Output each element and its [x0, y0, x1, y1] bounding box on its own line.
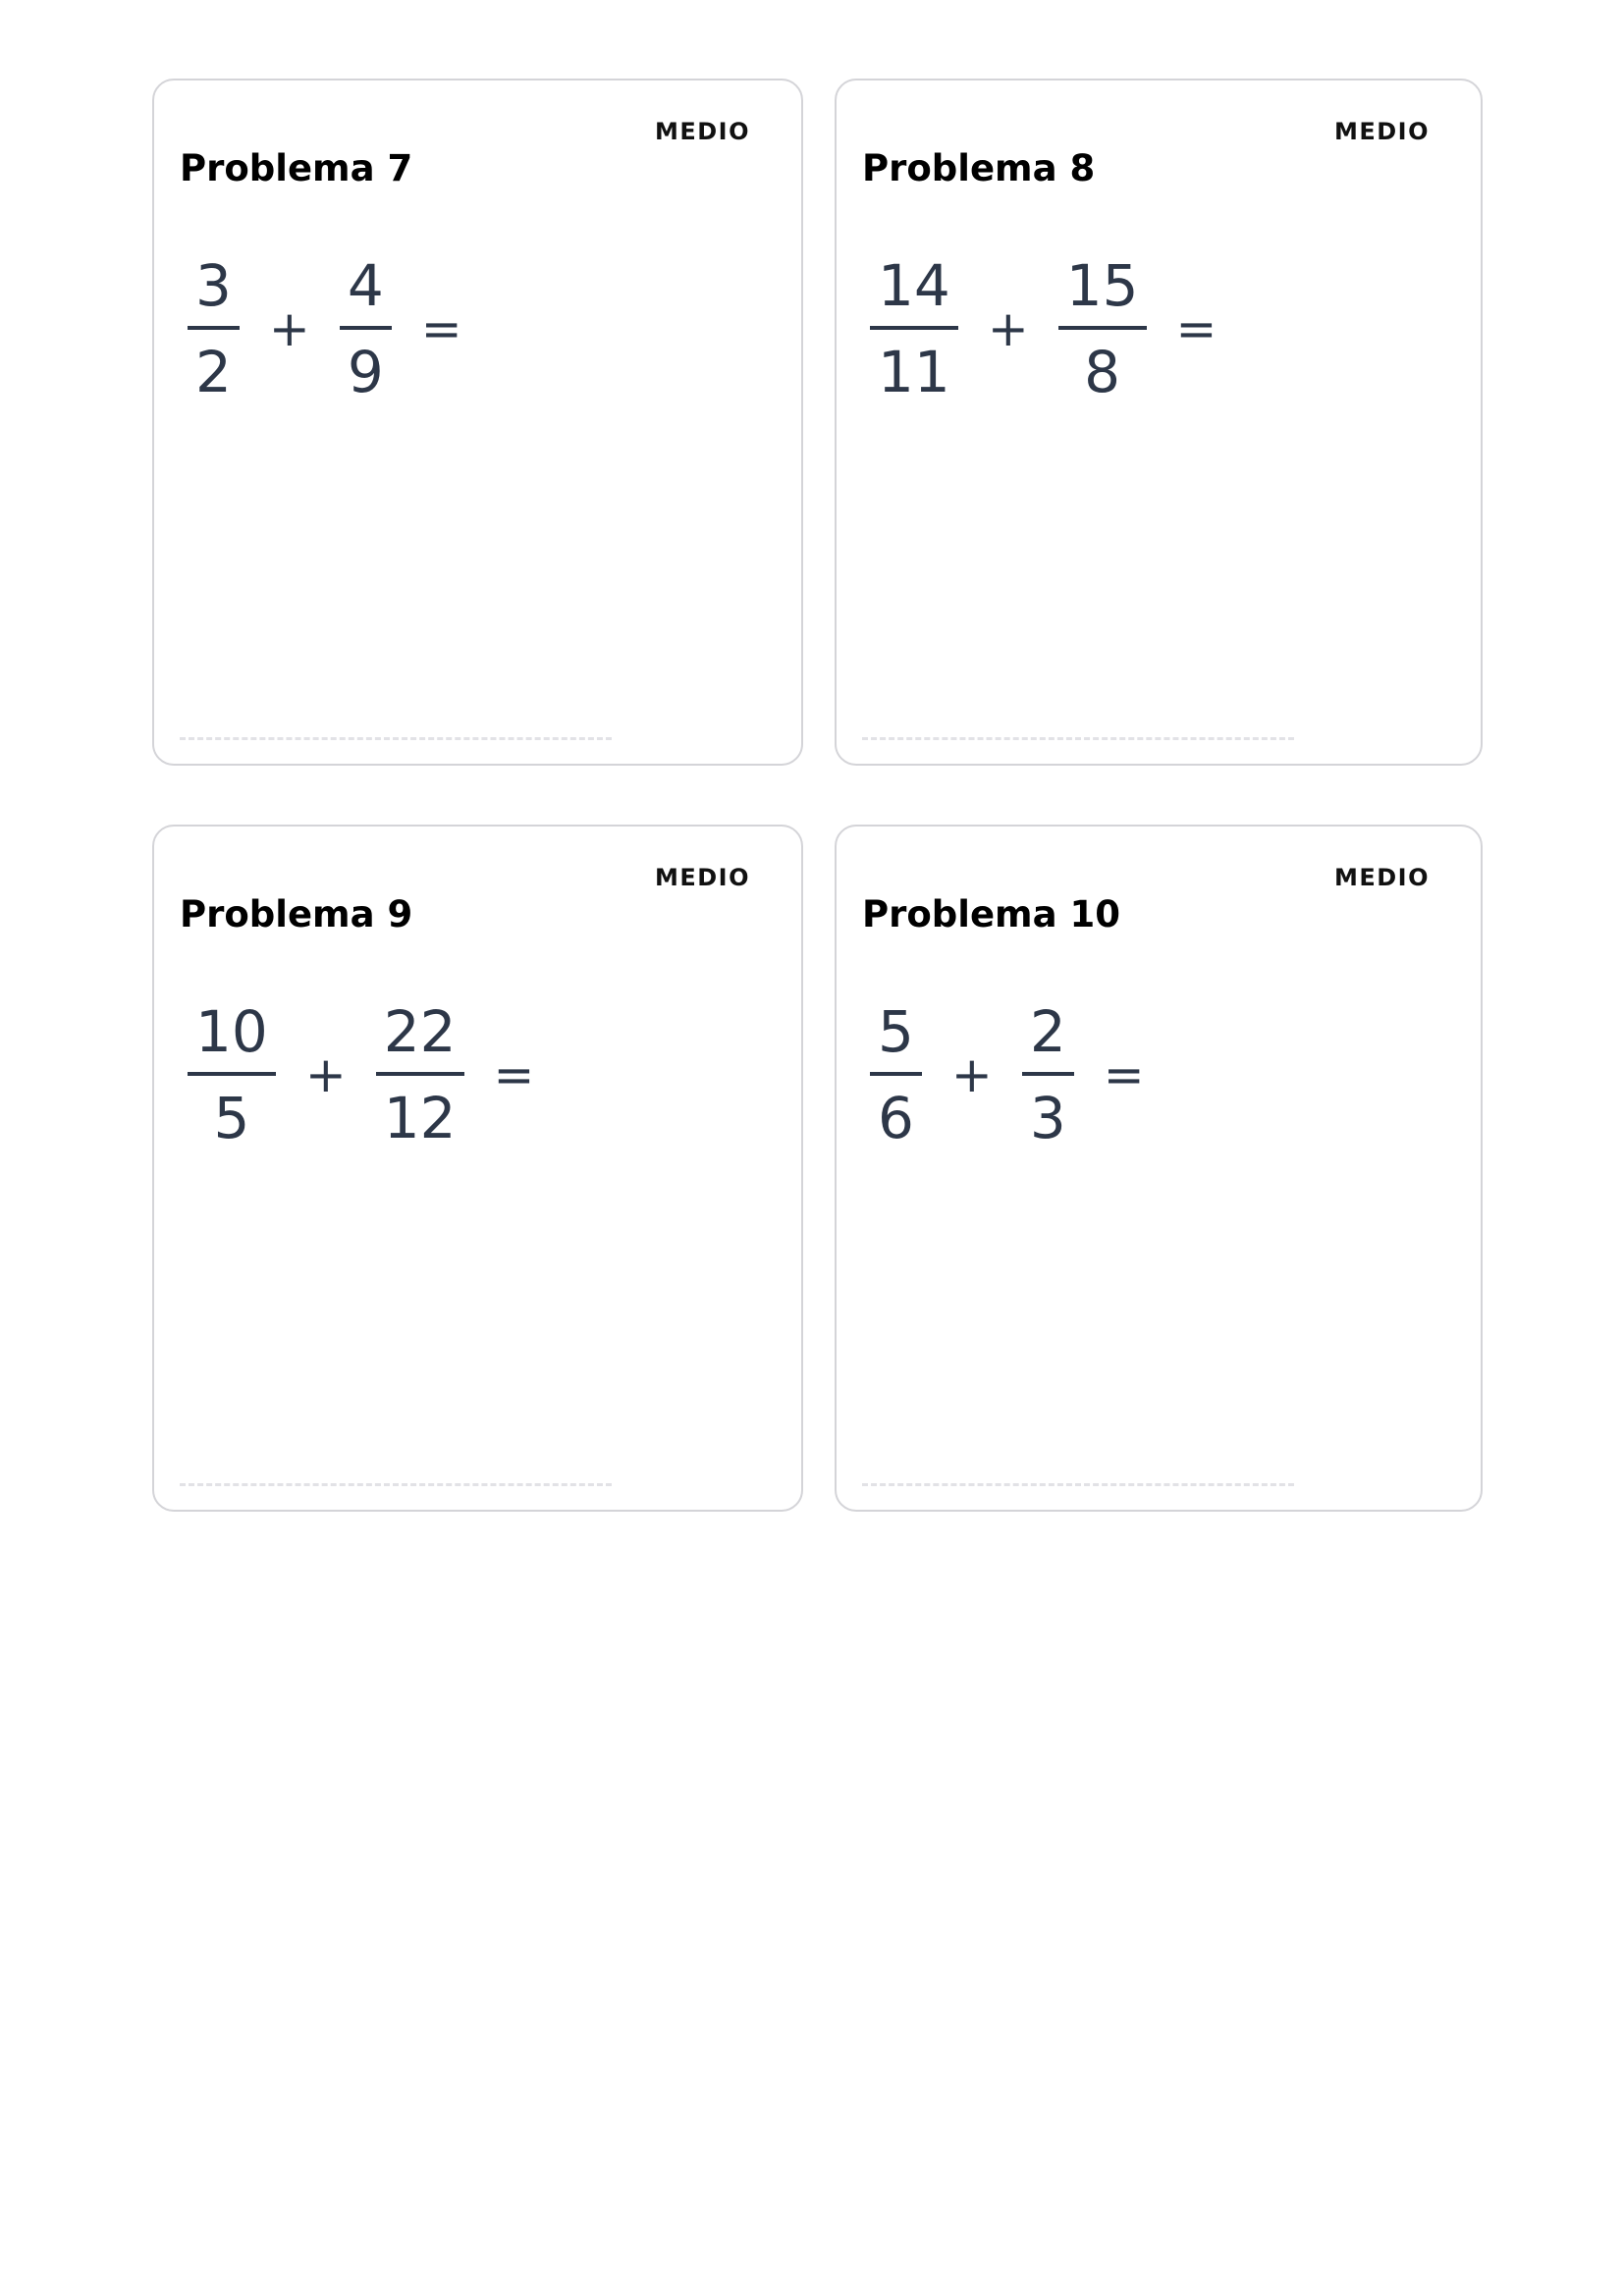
- fraction-expression: [870, 252, 1246, 405]
- denominator: 9: [347, 339, 384, 405]
- fraction-bar: [376, 1072, 464, 1076]
- problem-card: [835, 825, 1483, 1512]
- fraction-bar: [870, 326, 958, 330]
- problem-grid: [152, 79, 1483, 1512]
- fraction-b: [1058, 252, 1147, 405]
- denominator: 2: [195, 339, 232, 405]
- equals-sign: =: [1103, 1046, 1145, 1103]
- fraction-b: [376, 998, 464, 1151]
- numerator: 3: [195, 252, 232, 319]
- fraction-bar: [188, 1072, 276, 1076]
- answer-line[interactable]: [180, 737, 612, 740]
- numerator: 14: [878, 252, 950, 319]
- fraction-b: [340, 252, 392, 405]
- numerator: 5: [878, 998, 914, 1065]
- denominator: 11: [878, 339, 950, 405]
- denominator: 5: [213, 1085, 250, 1151]
- denominator: 8: [1084, 339, 1121, 405]
- equals-sign: =: [493, 1046, 535, 1103]
- problem-title: Problema 10: [862, 893, 1120, 935]
- denominator: 3: [1029, 1085, 1066, 1151]
- operator: +: [987, 300, 1029, 357]
- operator: +: [304, 1046, 347, 1103]
- difficulty-badge: MEDIO: [654, 118, 750, 145]
- fraction-bar: [870, 1072, 922, 1076]
- fraction-a: [870, 252, 958, 405]
- fraction-bar: [340, 326, 392, 330]
- equals-sign: =: [420, 300, 462, 357]
- fraction-a: [188, 998, 276, 1151]
- operator: +: [950, 1046, 993, 1103]
- operator: +: [268, 300, 310, 357]
- fraction-a: [870, 998, 922, 1151]
- numerator: 10: [195, 998, 268, 1065]
- answer-line[interactable]: [180, 1483, 612, 1486]
- denominator: 12: [383, 1085, 457, 1151]
- difficulty-badge: MEDIO: [1333, 118, 1430, 145]
- difficulty-badge: MEDIO: [654, 864, 750, 891]
- numerator: 2: [1029, 998, 1066, 1065]
- fraction-b: [1022, 998, 1074, 1151]
- answer-line[interactable]: [862, 1483, 1294, 1486]
- answer-line[interactable]: [862, 737, 1294, 740]
- numerator: 4: [347, 252, 384, 319]
- fraction-bar: [1058, 326, 1147, 330]
- denominator: 6: [878, 1085, 914, 1151]
- fraction-a: [188, 252, 240, 405]
- problem-card: [152, 825, 803, 1512]
- problem-title: Problema 8: [862, 147, 1096, 189]
- numerator: 15: [1065, 252, 1139, 319]
- difficulty-badge: MEDIO: [1333, 864, 1430, 891]
- fraction-expression: [188, 998, 564, 1151]
- problem-title: Problema 9: [180, 893, 413, 935]
- problem-title: Problema 7: [180, 147, 413, 189]
- numerator: 22: [383, 998, 457, 1065]
- equals-sign: =: [1175, 300, 1217, 357]
- problem-card: [152, 79, 803, 766]
- fraction-expression: [870, 998, 1174, 1151]
- fraction-bar: [1022, 1072, 1074, 1076]
- fraction-bar: [188, 326, 240, 330]
- fraction-expression: [188, 252, 492, 405]
- problem-card: [835, 79, 1483, 766]
